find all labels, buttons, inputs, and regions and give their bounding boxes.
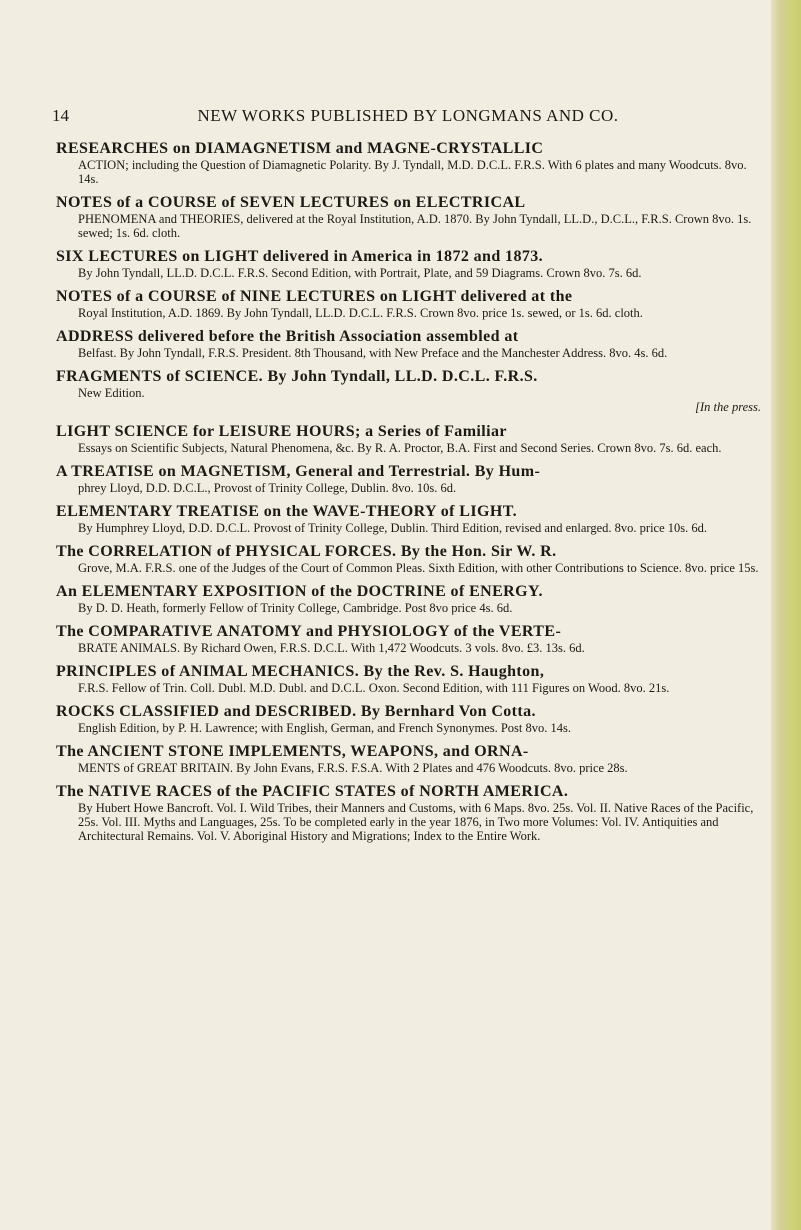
entry-title: The ANCIENT STONE IMPLEMENTS, WEAPONS, and ORNA-: [56, 743, 529, 760]
entry-details: Royal Institution, A.D. 1869. By John Tyndall, LL.D. D.C.L. F.R.S. Crown 8vo. price 1s. sewed, or 1s. 6d. cloth.: [78, 306, 643, 320]
entry-title: An ELEMENTARY EXPOSITION of the DOCTRINE of ENERGY.: [56, 583, 543, 600]
entry-details: BRATE ANIMALS. By Richard Owen, F.R.S. D.C.L. With 1,472 Woodcuts. 3 vols. 8vo. £3. 13s. 6d.: [78, 641, 585, 655]
page-header: [52, 106, 764, 130]
entry-title: LIGHT SCIENCE for LEISURE HOURS; a Series of Familiar: [56, 423, 507, 440]
entry-title: ROCKS CLASSIFIED and DESCRIBED. By Bernhard Von Cotta.: [56, 703, 536, 720]
catalogue-entry: [56, 543, 761, 575]
entry-details: MENTS of GREAT BRITAIN. By John Evans, F.R.S. F.S.A. With 2 Plates and 476 Woodcuts. 8vo. price 28s.: [78, 761, 628, 775]
entry-title: NOTES of a COURSE of SEVEN LECTURES on ELECTRICAL: [56, 194, 526, 211]
entry-title: The NATIVE RACES of the PACIFIC STATES of NORTH AMERICA.: [56, 783, 569, 800]
entry-details: phrey Lloyd, D.D. D.C.L., Provost of Trinity College, Dublin. 8vo. 10s. 6d.: [78, 481, 457, 495]
page-number: 14: [52, 106, 69, 125]
entry-title: NOTES of a COURSE of NINE LECTURES on LIGHT delivered at the: [56, 288, 573, 305]
catalogue-entry: [56, 288, 761, 320]
page-edge: [771, 0, 801, 1230]
catalogue-entry: [56, 503, 761, 535]
catalogue-entry: [56, 140, 761, 186]
running-title: NEW WORKS PUBLISHED BY LONGMANS AND CO.: [197, 106, 619, 125]
entry-title: A TREATISE on MAGNETISM, General and Terrestrial. By Hum-: [56, 463, 541, 480]
catalogue-entry: [56, 663, 761, 695]
catalogue-entry: [56, 583, 761, 615]
catalogue-entry: [56, 623, 761, 655]
entry-title: The COMPARATIVE ANATOMY and PHYSIOLOGY of the VERTE-: [56, 623, 562, 640]
catalogue-entry: [56, 463, 761, 495]
catalogue-entry: [56, 743, 761, 775]
entry-details: New Edition.: [78, 386, 145, 400]
entry-details: By D. D. Heath, formerly Fellow of Trinity College, Cambridge. Post 8vo price 4s. 6d.: [78, 601, 513, 615]
catalogue-entry: [56, 783, 761, 843]
catalogue-entry: [56, 248, 761, 280]
entry-details: By Hubert Howe Bancroft. Vol. I. Wild Tribes, their Manners and Customs, with 6 Maps. 8vo. 25s. Vol. II. Native Races of the Pacific, 25s. Vol. III. Myths and Languages, 25s. To be completed early in the year 1876, in Two more Volumes: Vol. IV. Antiquities and Architectural Remains. Vol. V. Aboriginal History and Migrations; Index to the Entire Work.: [78, 801, 754, 843]
catalogue-entry: [56, 194, 761, 240]
entry-details: English Edition, by P. H. Lawrence; with English, German, and French Synonymes. Post 8vo. 14s.: [78, 721, 572, 735]
catalogue-list: [56, 140, 761, 851]
entry-details: PHENOMENA and THEORIES, delivered at the Royal Institution, A.D. 1870. By John Tyndall, LL.D., D.C.L., F.R.S. Crown 8vo. 1s. sewed; 1s. 6d. cloth.: [78, 212, 752, 240]
entry-title: ELEMENTARY TREATISE on the WAVE-THEORY of LIGHT.: [56, 503, 517, 520]
entry-details: Grove, M.A. F.R.S. one of the Judges of the Court of Common Pleas. Sixth Edition, with other Contributions to Science. 8vo. price 15s.: [78, 561, 759, 575]
catalogue-entry: [56, 368, 761, 415]
entry-title: SIX LECTURES on LIGHT delivered in America in 1872 and 1873.: [56, 248, 544, 265]
entry-details: By John Tyndall, LL.D. D.C.L. F.R.S. Second Edition, with Portrait, Plate, and 59 Diagrams. Crown 8vo. 7s. 6d.: [78, 266, 642, 280]
entry-title: ADDRESS delivered before the British Association assembled at: [56, 328, 519, 345]
entry-title: The CORRELATION of PHYSICAL FORCES. By the Hon. Sir W. R.: [56, 543, 557, 560]
entry-details: F.R.S. Fellow of Trin. Coll. Dubl. M.D. Dubl. and D.C.L. Oxon. Second Edition, with 111 Figures on Wood. 8vo. 21s.: [78, 681, 670, 695]
catalogue-entry: [56, 703, 761, 735]
entry-details: Essays on Scientific Subjects, Natural Phenomena, &c. By R. A. Proctor, B.A. First and Second Series. Crown 8vo. 7s. 6d. each.: [78, 441, 722, 455]
catalogue-entry: [56, 328, 761, 360]
entry-details: Belfast. By John Tyndall, F.R.S. President. 8th Thousand, with New Preface and the Manchester Address. 8vo. 4s. 6d.: [78, 346, 668, 360]
entry-title: RESEARCHES on DIAMAGNETISM and MAGNE-CRYSTALLIC: [56, 140, 544, 157]
entry-details: By Humphrey Lloyd, D.D. D.C.L. Provost of Trinity College, Dublin. Third Edition, revised and enlarged. 8vo. price 10s. 6d.: [78, 521, 707, 535]
entry-note: [In the press.: [695, 400, 761, 414]
entry-title: PRINCIPLES of ANIMAL MECHANICS. By the Rev. S. Haughton,: [56, 663, 545, 680]
entry-details: ACTION; including the Question of Diamagnetic Polarity. By J. Tyndall, M.D. D.C.L. F.R.S. With 6 plates and many Woodcuts. 8vo. 14s.: [78, 158, 747, 186]
entry-title: FRAGMENTS of SCIENCE. By John Tyndall, LL.D. D.C.L. F.R.S.: [56, 368, 538, 385]
catalogue-entry: [56, 423, 761, 455]
